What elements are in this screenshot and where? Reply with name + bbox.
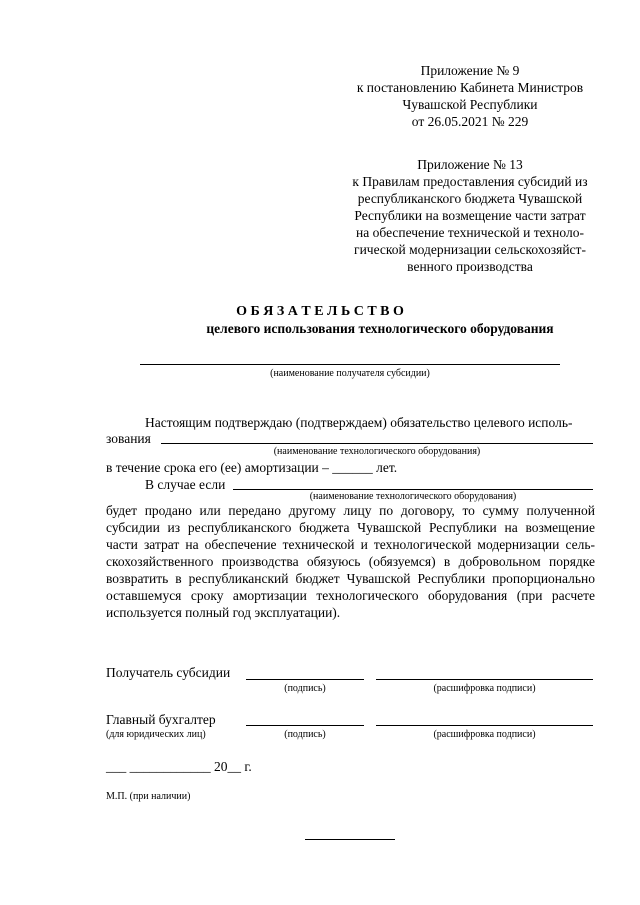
accountant-label: Главный бухгалтер [106,712,216,727]
equipment-caption-1: (наименование технологического оборудования) [273,446,481,457]
document-subtitle: целевого использования технологического оборудования [206,321,554,336]
appendix9-line: от 26.05.2021 № 229 [411,114,529,129]
accountant-signature-caption: (подпись) [284,729,326,740]
paragraph-2-last-line: используется полный год эксплуатации). [106,605,341,620]
paragraph-2-line: субсидии из республиканского бюджета Чувашской Республики на возмещение [106,520,595,535]
date-day-blank: ___ [106,759,127,774]
term-blank: ______ [332,460,373,475]
recipient-signature-line [246,679,364,680]
stamp-note: М.П. (при наличии) [106,791,191,802]
amortization-term-line [106,459,397,476]
appendix9-line: Чувашской Республики [402,97,538,112]
appendix13-line: Приложение № 13 [417,157,523,172]
equipment-name-line-1 [161,443,593,444]
paragraph-2-line: оставшемуся сроку амортизации технологического оборудования (при расчете [106,588,595,603]
recipient-name-line [140,364,560,365]
paragraph-1-cont: зования [106,431,151,446]
date-year-suffix: г. [244,759,252,774]
case-if-label: В случае если [145,477,226,492]
paragraph-2-line: будет продано или передано другому лицу по договору, то сумму полученной [106,503,595,518]
recipient-decoding-line [376,679,593,680]
appendix13-line: Республики на возмещение части затрат [354,208,586,223]
paragraph-2-line: части затрат на обеспечение технической и технологической модернизации сель- [106,537,595,552]
appendix13-line: гической модернизации сельскохозяйст- [354,242,586,257]
accountant-note: (для юридических лиц) [106,729,206,740]
document-title: О Б Я З А Т Е Л Ь С Т В О [236,304,404,319]
accountant-decoding-caption: (расшифровка подписи) [433,729,536,740]
appendix9-block [345,62,595,130]
recipient-signature-caption: (подпись) [284,683,326,694]
paragraph-2-line: возвратить в республиканский бюджет Чувашской Республики пропорционально [106,571,595,586]
recipient-decoding-caption: (расшифровка подписи) [433,683,536,694]
equipment-name-line-2 [233,489,593,490]
appendix13-line: республиканского бюджета Чувашской [357,191,583,206]
date-year-blank: __ [227,759,241,774]
appendix9-line: к постановлению Кабинета Министров [356,80,584,95]
term-suffix: лет. [376,460,398,475]
appendix9-line: Приложение № 9 [420,63,520,78]
date-line [106,758,252,775]
appendix13-line: к Правилам предоставления субсидий из [352,174,588,189]
appendix13-line: венного производства [407,259,533,274]
paragraph-2 [106,502,595,621]
appendix13-block [345,156,595,275]
date-month-blank: ____________ [129,759,211,774]
date-year-prefix: 20 [214,759,228,774]
accountant-decoding-line [376,725,593,726]
equipment-caption-2: (наименование технологического оборудования) [309,491,517,502]
appendix13-line: на обеспечение технической и техноло- [356,225,584,240]
bottom-separator [305,839,395,840]
recipient-label: Получатель субсидии [106,665,231,680]
paragraph-1-start: Настоящим подтверждаю (подтверждаем) обязательство целевого исполь- [145,415,573,430]
paragraph-2-line: скохозяйственного производства обязуюсь (обязуемся) в добровольном порядке [106,554,595,569]
term-prefix: в течение срока его (ее) амортизации – [106,460,329,475]
recipient-caption: (наименование получателя субсидии) [270,368,430,379]
accountant-signature-line [246,725,364,726]
